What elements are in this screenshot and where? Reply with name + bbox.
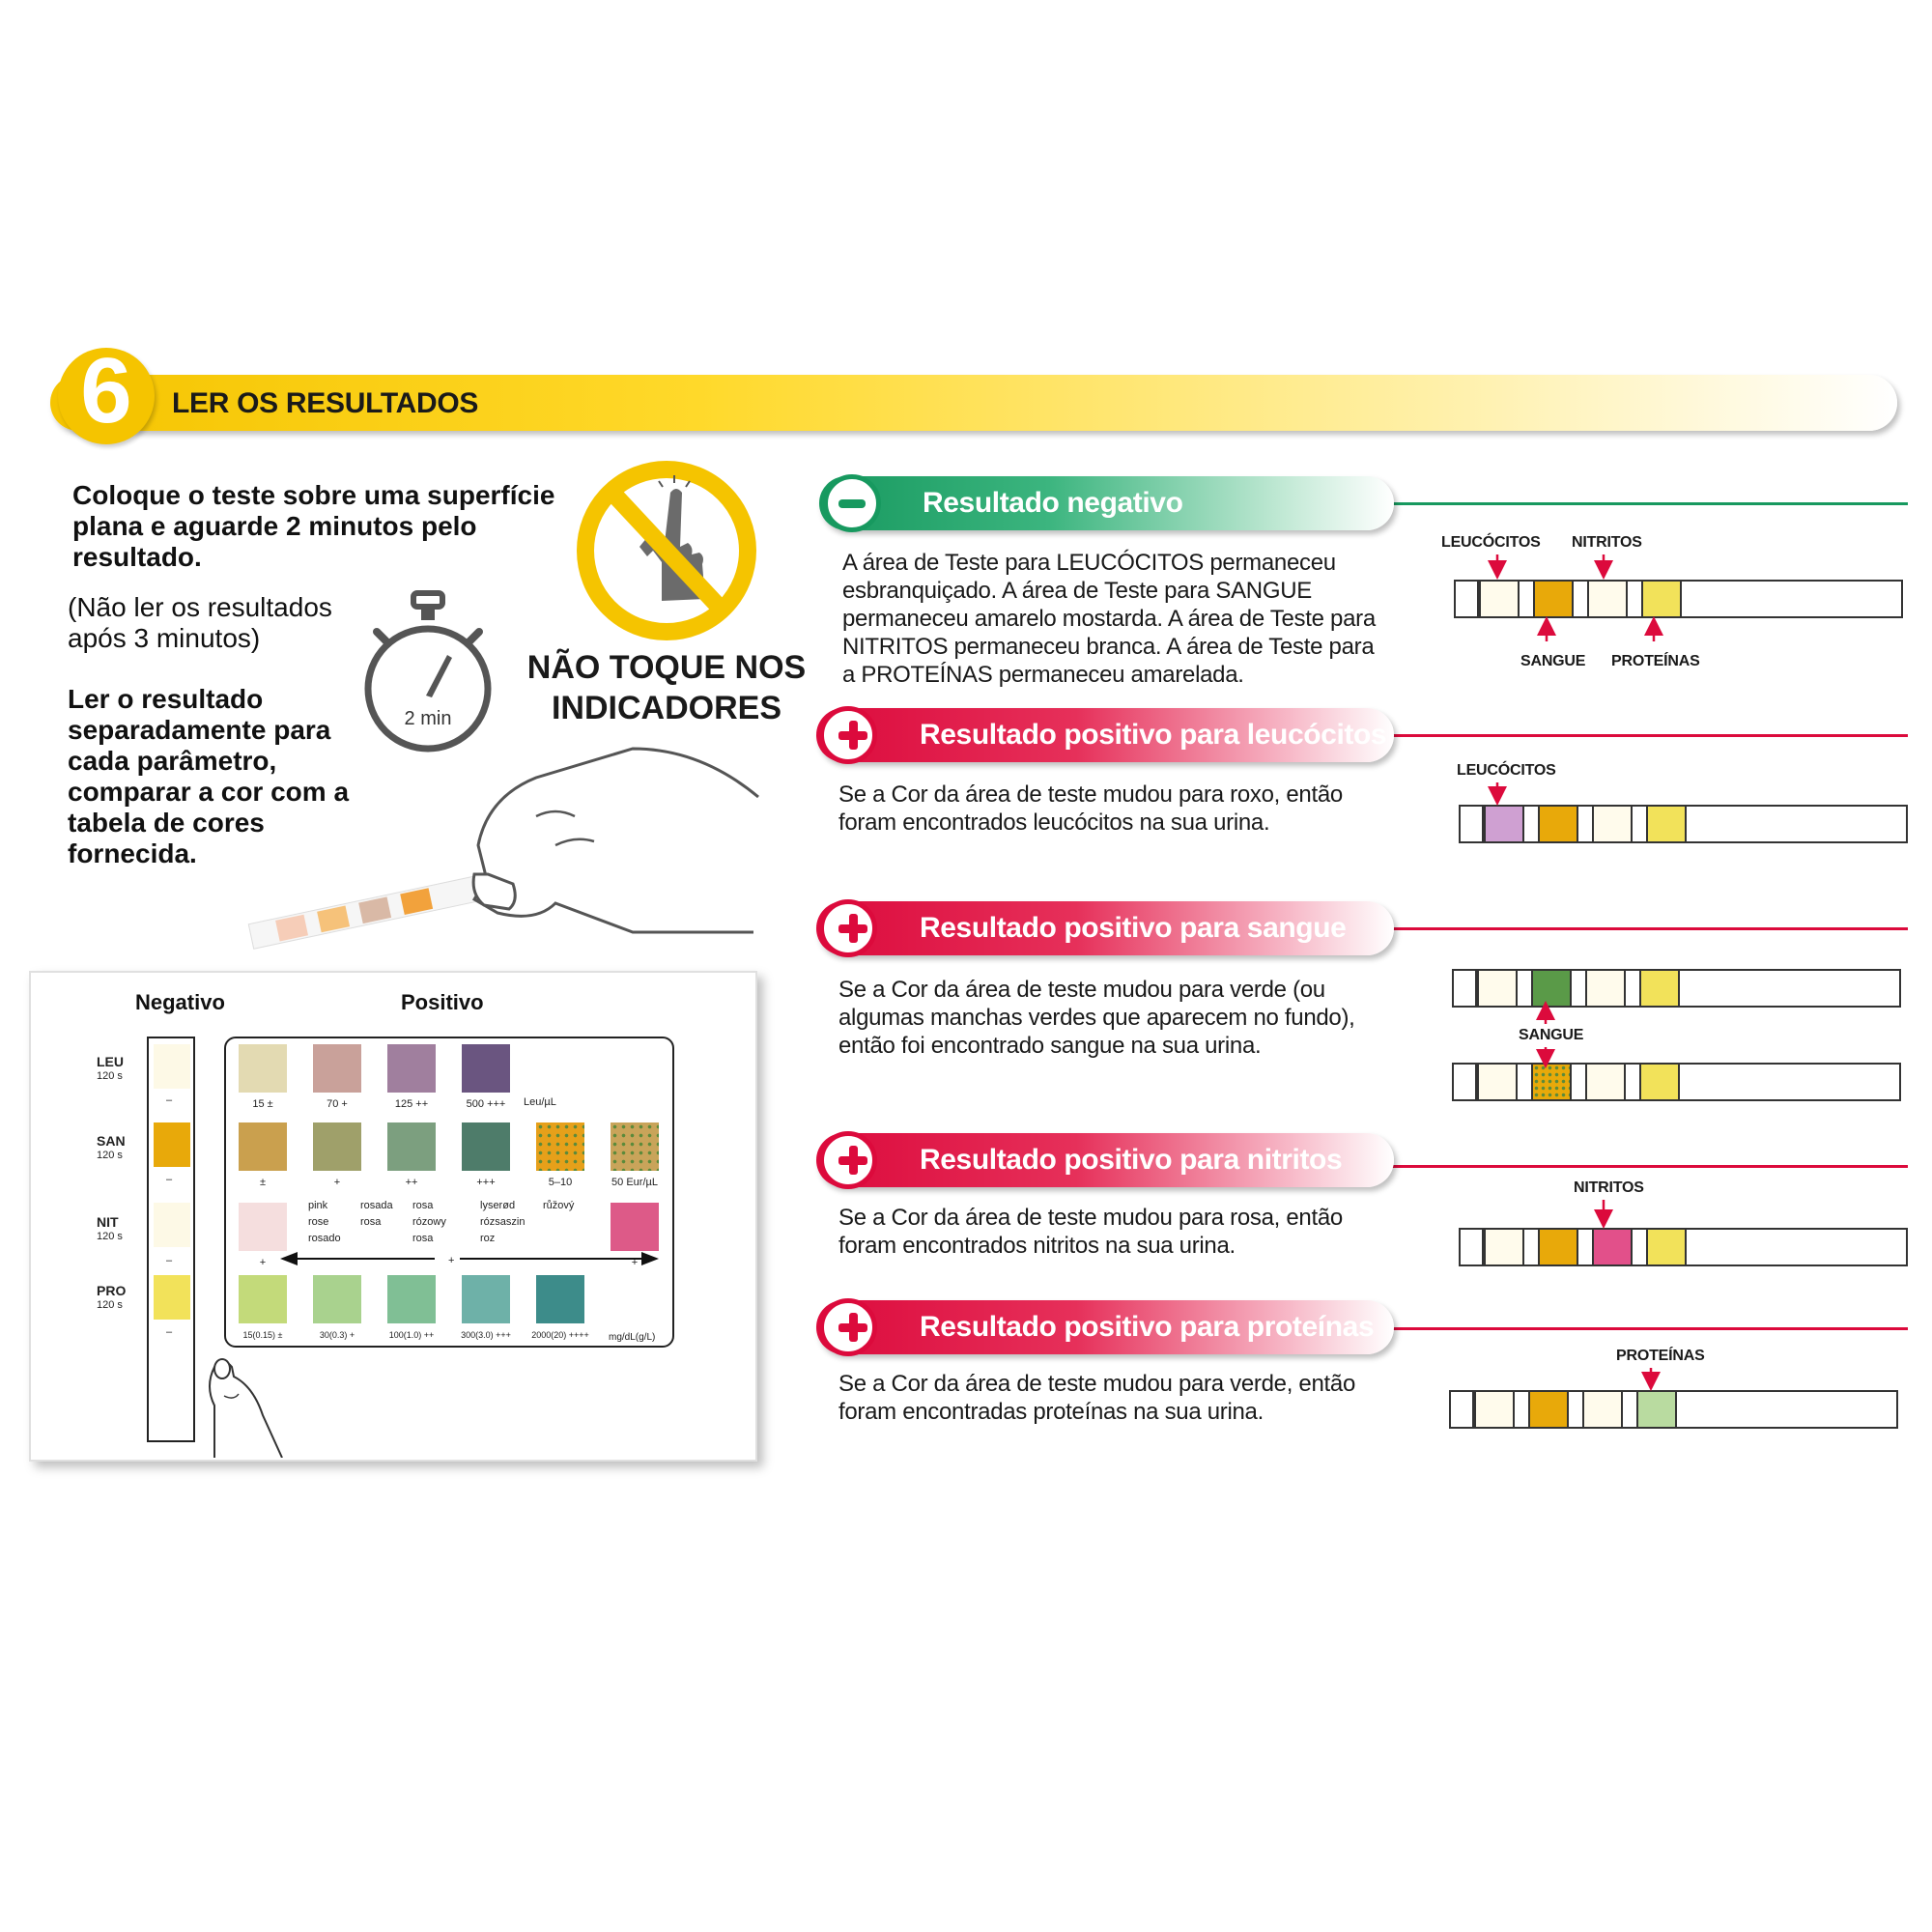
- swatch-label-pro-4: 2000(20) ++++: [531, 1330, 589, 1340]
- label-leucocitos-neg: LEUCÓCITOS: [1441, 534, 1541, 551]
- negative-label-leu: –: [166, 1094, 173, 1106]
- swatch-label-pro-0: 15(0.15) ±: [242, 1330, 283, 1340]
- nit-word-rosa-2: rosa: [412, 1200, 434, 1211]
- row-code-leu: LEU: [97, 1054, 124, 1069]
- row-time-nit: 120 s: [97, 1231, 123, 1242]
- swatch-label-pro-1: 30(0.3) +: [319, 1330, 355, 1340]
- swatch-label-leu-1: 70 +: [327, 1098, 348, 1110]
- negative-label-san: –: [166, 1174, 173, 1185]
- result-proteinas-description: Se a Cor da área de teste mudou para verde, então foram encontradas proteínas na sua urina.: [838, 1371, 1355, 1425]
- row-time-leu: 120 s: [97, 1070, 123, 1082]
- result-nitritos-title: Resultado positivo para nitritos: [920, 1144, 1343, 1176]
- row-code-nit: NIT: [97, 1214, 119, 1230]
- swatch-label-pro-2: 100(1.0) ++: [388, 1330, 435, 1340]
- instruction-note: (Não ler os resultados após 3 minutos): [68, 592, 332, 653]
- label-sangue-pos: SANGUE: [1519, 1027, 1584, 1043]
- result-negative-title: Resultado negativo: [923, 487, 1183, 519]
- row-time-san: 120 s: [97, 1150, 123, 1161]
- swatch-label-leu-0: 15 ±: [252, 1098, 273, 1110]
- swatch-label-san-5: 50 Eur/µL: [611, 1177, 658, 1188]
- swatch-label-san-4: 5–10: [548, 1177, 573, 1188]
- label-nitritos-pos: NITRITOS: [1574, 1179, 1644, 1196]
- unit-leu: Leu/µL: [524, 1096, 556, 1108]
- label-nitritos-neg: NITRITOS: [1572, 534, 1642, 551]
- swatch-label-pro-3: 300(3.0) +++: [461, 1330, 511, 1340]
- unit-pro: mg/dL(g/L): [609, 1332, 656, 1343]
- result-sangue-title: Resultado positivo para sangue: [920, 912, 1347, 944]
- nit-word-rozowy: rózowy: [412, 1216, 446, 1228]
- result-leucocitos-description: Se a Cor da área de teste mudou para roxo, então foram encontrados leucócitos na sua urina.: [838, 781, 1343, 836]
- result-negative-description: A área de Teste para LEUCÓCITOS permaneceu esbranquiçado. A área de Teste para SANGUE permaneceu amarelo mostarda. A área de Teste para NITRITOS permaneceu branca. A área de Teste para a PROTEÍNAS permaneceu amarelada.: [842, 550, 1376, 688]
- swatch-label-nit-1: +: [631, 1257, 639, 1268]
- swatch-label-san-3: +++: [476, 1177, 496, 1188]
- swatch-label-leu-2: 125 ++: [394, 1098, 429, 1110]
- instruction-read: Ler o resultado separadamente para cada parâmetro, comparar a cor com a tabela de cores fornecida.: [68, 684, 350, 868]
- positive-header: Positivo: [401, 990, 484, 1014]
- step-number: 6: [80, 339, 132, 442]
- no-touch-warning: NÃO TOQUE NOS INDICADORES: [526, 649, 807, 726]
- negative-label-pro: –: [166, 1326, 173, 1338]
- timer-label: 2 min: [404, 708, 452, 729]
- nit-word-ruzovy: růžový: [543, 1200, 575, 1211]
- nit-word-rose: rose: [308, 1216, 329, 1228]
- negative-header: Negativo: [135, 990, 225, 1014]
- swatch-label-san-1: +: [333, 1177, 341, 1188]
- result-nitritos-description: Se a Cor da área de teste mudou para rosa, então foram encontrados nitritos na sua urina.: [838, 1205, 1343, 1259]
- nit-word-roz: roz: [480, 1233, 496, 1244]
- result-sangue-description: Se a Cor da área de teste mudou para verde (ou algumas manchas verdes que aparecem no fundo), então foi encontrado sangue na sua urina.: [838, 977, 1355, 1059]
- instruction-main: Coloque o teste sobre uma superfície plana e aguarde 2 minutos pelo resultado.: [72, 480, 555, 572]
- nit-middle-plus: +: [448, 1255, 455, 1266]
- nit-word-lyserod: lyserød: [480, 1200, 516, 1211]
- nit-word-rosada: rosada: [360, 1200, 393, 1211]
- nit-word-pink: pink: [308, 1200, 328, 1211]
- swatch-label-san-0: ±: [259, 1177, 267, 1188]
- nit-word-rosado: rosado: [308, 1233, 341, 1244]
- label-proteinas-pos: PROTEÍNAS: [1616, 1348, 1705, 1364]
- row-code-san: SAN: [97, 1133, 126, 1149]
- nit-word-rosa-3: rosa: [412, 1233, 434, 1244]
- section-title: LER OS RESULTADOS: [172, 387, 479, 419]
- result-leucocitos-title: Resultado positivo para leucócitos: [920, 719, 1387, 751]
- nit-word-rozsaszin: rózsaszin: [480, 1216, 526, 1228]
- swatch-label-leu-3: 500 +++: [466, 1098, 506, 1110]
- row-time-pro: 120 s: [97, 1299, 123, 1311]
- label-sangue-neg: SANGUE: [1520, 653, 1586, 669]
- row-code-pro: PRO: [97, 1283, 127, 1298]
- label-proteinas-neg: PROTEÍNAS: [1611, 653, 1700, 669]
- label-leucocitos-pos: LEUCÓCITOS: [1457, 762, 1556, 779]
- nit-word-rosa-1: rosa: [360, 1216, 382, 1228]
- result-proteinas-title: Resultado positivo para proteínas: [920, 1311, 1375, 1343]
- negative-label-nit: –: [166, 1255, 173, 1266]
- swatch-label-nit-0: +: [259, 1257, 267, 1268]
- swatch-label-san-2: ++: [405, 1177, 418, 1188]
